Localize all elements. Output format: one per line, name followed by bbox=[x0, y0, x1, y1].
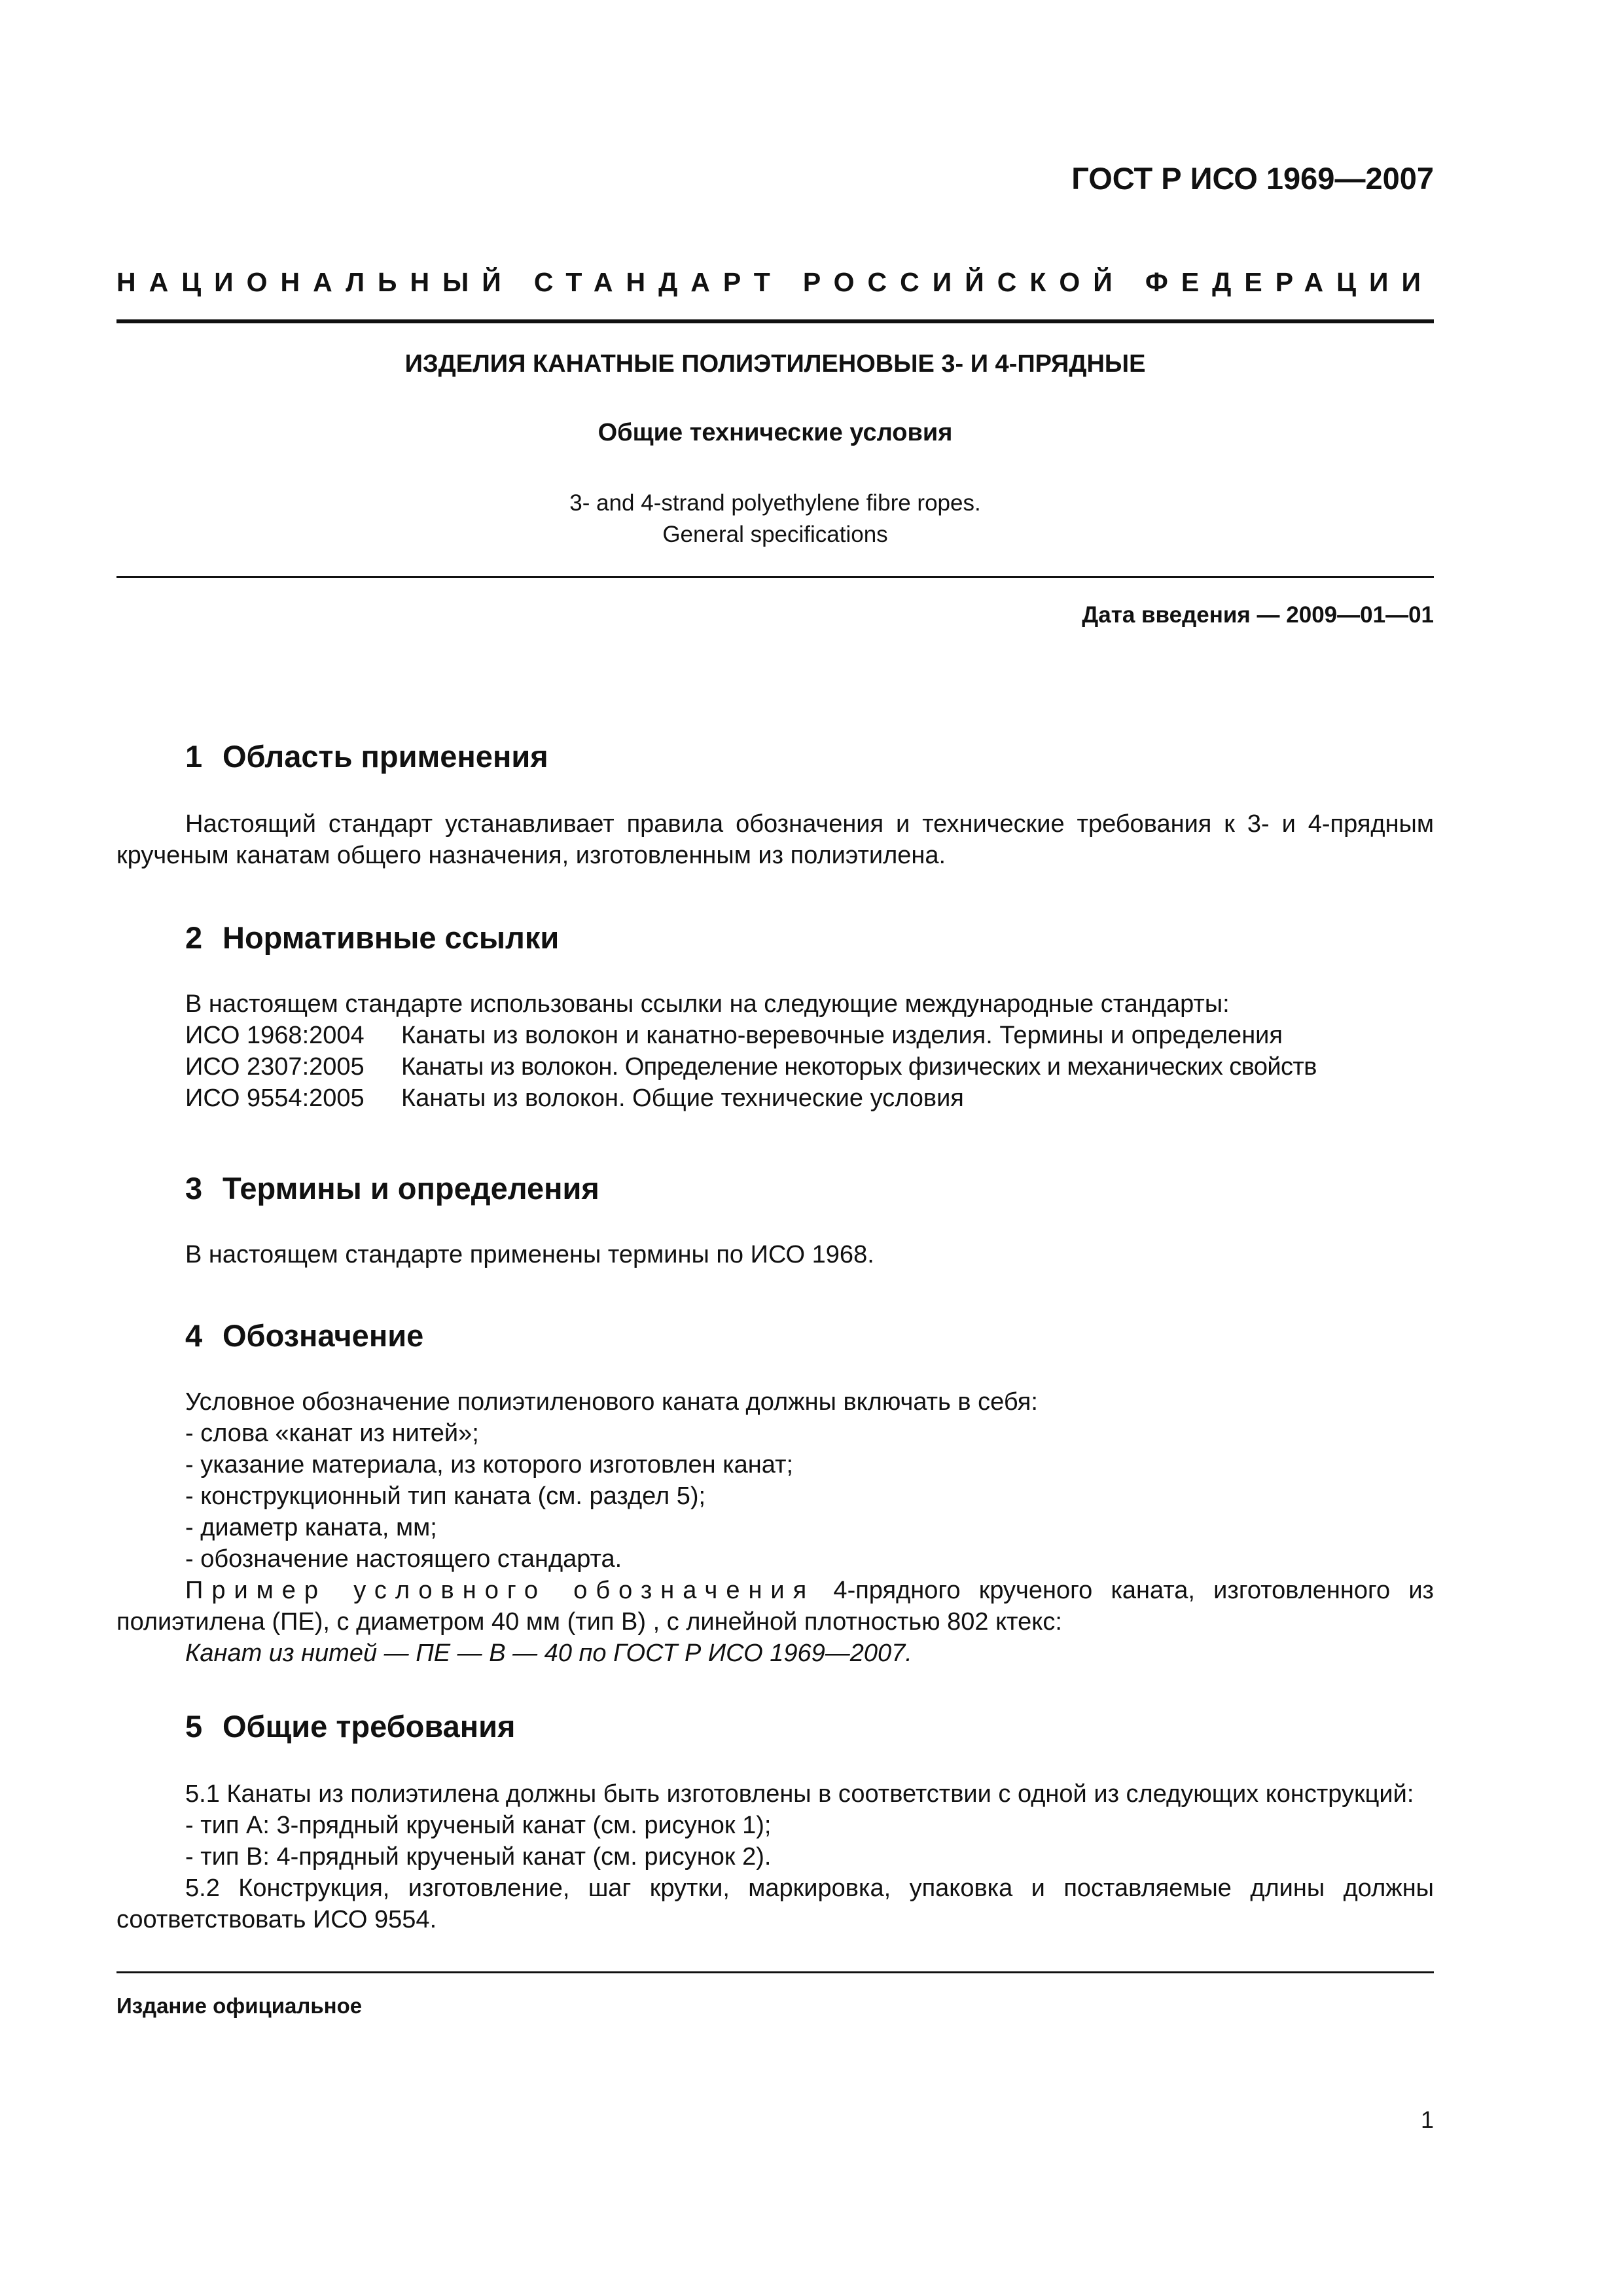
paragraph: В настоящем стандарте применены термины по ИСО 1968. bbox=[185, 1241, 874, 1268]
paragraph: 5.2 Конструкция, изготовление, шаг крутки, маркировка, упаковка и поставляемые длины должны соответствовать ИСО 9554. bbox=[116, 1874, 1434, 1933]
section-2-body bbox=[116, 988, 1434, 1114]
list-item: - тип А: 3-прядный крученый канат (см. рисунок 1); bbox=[185, 1812, 772, 1839]
list-item: - обозначение настоящего стандарта. bbox=[185, 1545, 622, 1573]
section-title: Нормативные ссылки bbox=[223, 920, 560, 955]
national-standard-banner bbox=[116, 267, 1434, 298]
reference-code: ИСО 9554:2005 bbox=[185, 1085, 365, 1112]
banner-word: НАЦИОНАЛЬНЫЙ bbox=[116, 267, 514, 297]
section-3-body bbox=[116, 1239, 1434, 1270]
header-divider bbox=[116, 319, 1434, 323]
example-text: 4-прядного крученого каната, изготовленного из полиэтилена (ПЕ), с диаметром 40 мм (тип В) , с линейной плотностью 802 ктекс: bbox=[116, 1577, 1434, 1636]
english-title-line: 3- and 4-strand polyethylene fibre ropes. bbox=[569, 490, 981, 516]
section-title: Общие требования bbox=[223, 1709, 516, 1744]
section-heading-3 bbox=[185, 1170, 599, 1206]
banner-word: ФЕДЕРАЦИИ bbox=[1145, 267, 1434, 297]
banner-word: СТАНДАРТ bbox=[533, 267, 783, 297]
section-title: Термины и определения bbox=[223, 1171, 599, 1206]
reference-code: ИСО 2307:2005 bbox=[185, 1053, 365, 1081]
list-item: - конструкционный тип каната (см. раздел 5); bbox=[185, 1482, 706, 1510]
reference-title: Канаты из волокон. Общие технические условия bbox=[401, 1085, 964, 1112]
reference-row bbox=[116, 1083, 1434, 1114]
title-divider bbox=[116, 576, 1434, 578]
official-edition-label: Издание официальное bbox=[116, 1994, 363, 2018]
section-heading-5 bbox=[185, 1708, 515, 1744]
example-label: Пример условного обозначения bbox=[185, 1577, 815, 1604]
reference-row bbox=[116, 1020, 1434, 1051]
banner-word: РОССИЙСКОЙ bbox=[802, 267, 1126, 297]
section-4-body bbox=[116, 1386, 1434, 1669]
reference-row bbox=[116, 1051, 1434, 1083]
reference-title: Канаты из волокон. Определение некоторых физических и механических свойств bbox=[401, 1053, 1317, 1081]
page-number: 1 bbox=[1420, 2106, 1434, 2133]
introduction-date: Дата введения — 2009—01—01 bbox=[1082, 602, 1434, 628]
section-number: 5 bbox=[185, 1709, 203, 1744]
section-number: 3 bbox=[185, 1171, 203, 1206]
reference-title: Канаты из волокон и канатно-веревочные изделия. Термины и определения bbox=[401, 1022, 1283, 1049]
example-designation: Канат из нитей — ПЕ — В — 40 по ГОСТ Р ИСО 1969—2007. bbox=[185, 1640, 912, 1667]
section-title: Обозначение bbox=[223, 1318, 424, 1353]
section-5-body bbox=[116, 1778, 1434, 1935]
paragraph: В настоящем стандарте использованы ссылки на следующие международные стандарты: bbox=[185, 990, 1230, 1018]
footer-divider bbox=[116, 1971, 1434, 1973]
english-title-line: General specifications bbox=[662, 522, 888, 547]
section-heading-1 bbox=[185, 738, 548, 774]
section-1-body bbox=[116, 808, 1434, 871]
standard-number: ГОСТ Р ИСО 1969—2007 bbox=[1071, 161, 1434, 196]
list-item: - слова «канат из нитей»; bbox=[185, 1420, 479, 1447]
list-item: - тип В: 4-прядный крученый канат (см. рисунок 2). bbox=[185, 1843, 772, 1871]
document-title: ИЗДЕЛИЯ КАНАТНЫЕ ПОЛИЭТИЛЕНОВЫЕ 3- И 4-ПРЯДНЫЕ bbox=[404, 350, 1146, 378]
document-subtitle: Общие технические условия bbox=[597, 419, 953, 446]
paragraph: 5.1 Канаты из полиэтилена должны быть изготовлены в соответствии с одной из следующих конструкций: bbox=[185, 1780, 1414, 1808]
section-heading-2 bbox=[185, 920, 559, 956]
english-title bbox=[116, 488, 1434, 550]
paragraph: Настоящий стандарт устанавливает правила обозначения и технические требования к 3- и 4-прядным крученым канатам общего назначения, изготовленным из полиэтилена. bbox=[116, 810, 1434, 869]
section-number: 2 bbox=[185, 920, 203, 955]
reference-code: ИСО 1968:2004 bbox=[185, 1022, 365, 1049]
example-paragraph bbox=[116, 1575, 1434, 1638]
list-item: - диаметр каната, мм; bbox=[185, 1514, 437, 1541]
section-number: 4 bbox=[185, 1318, 203, 1353]
section-heading-4 bbox=[185, 1318, 423, 1354]
paragraph: Условное обозначение полиэтиленового каната должны включать в себя: bbox=[185, 1388, 1038, 1416]
list-item: - указание материала, из которого изготовлен канат; bbox=[185, 1451, 794, 1479]
section-title: Область применения bbox=[223, 739, 548, 774]
section-number: 1 bbox=[185, 739, 203, 774]
